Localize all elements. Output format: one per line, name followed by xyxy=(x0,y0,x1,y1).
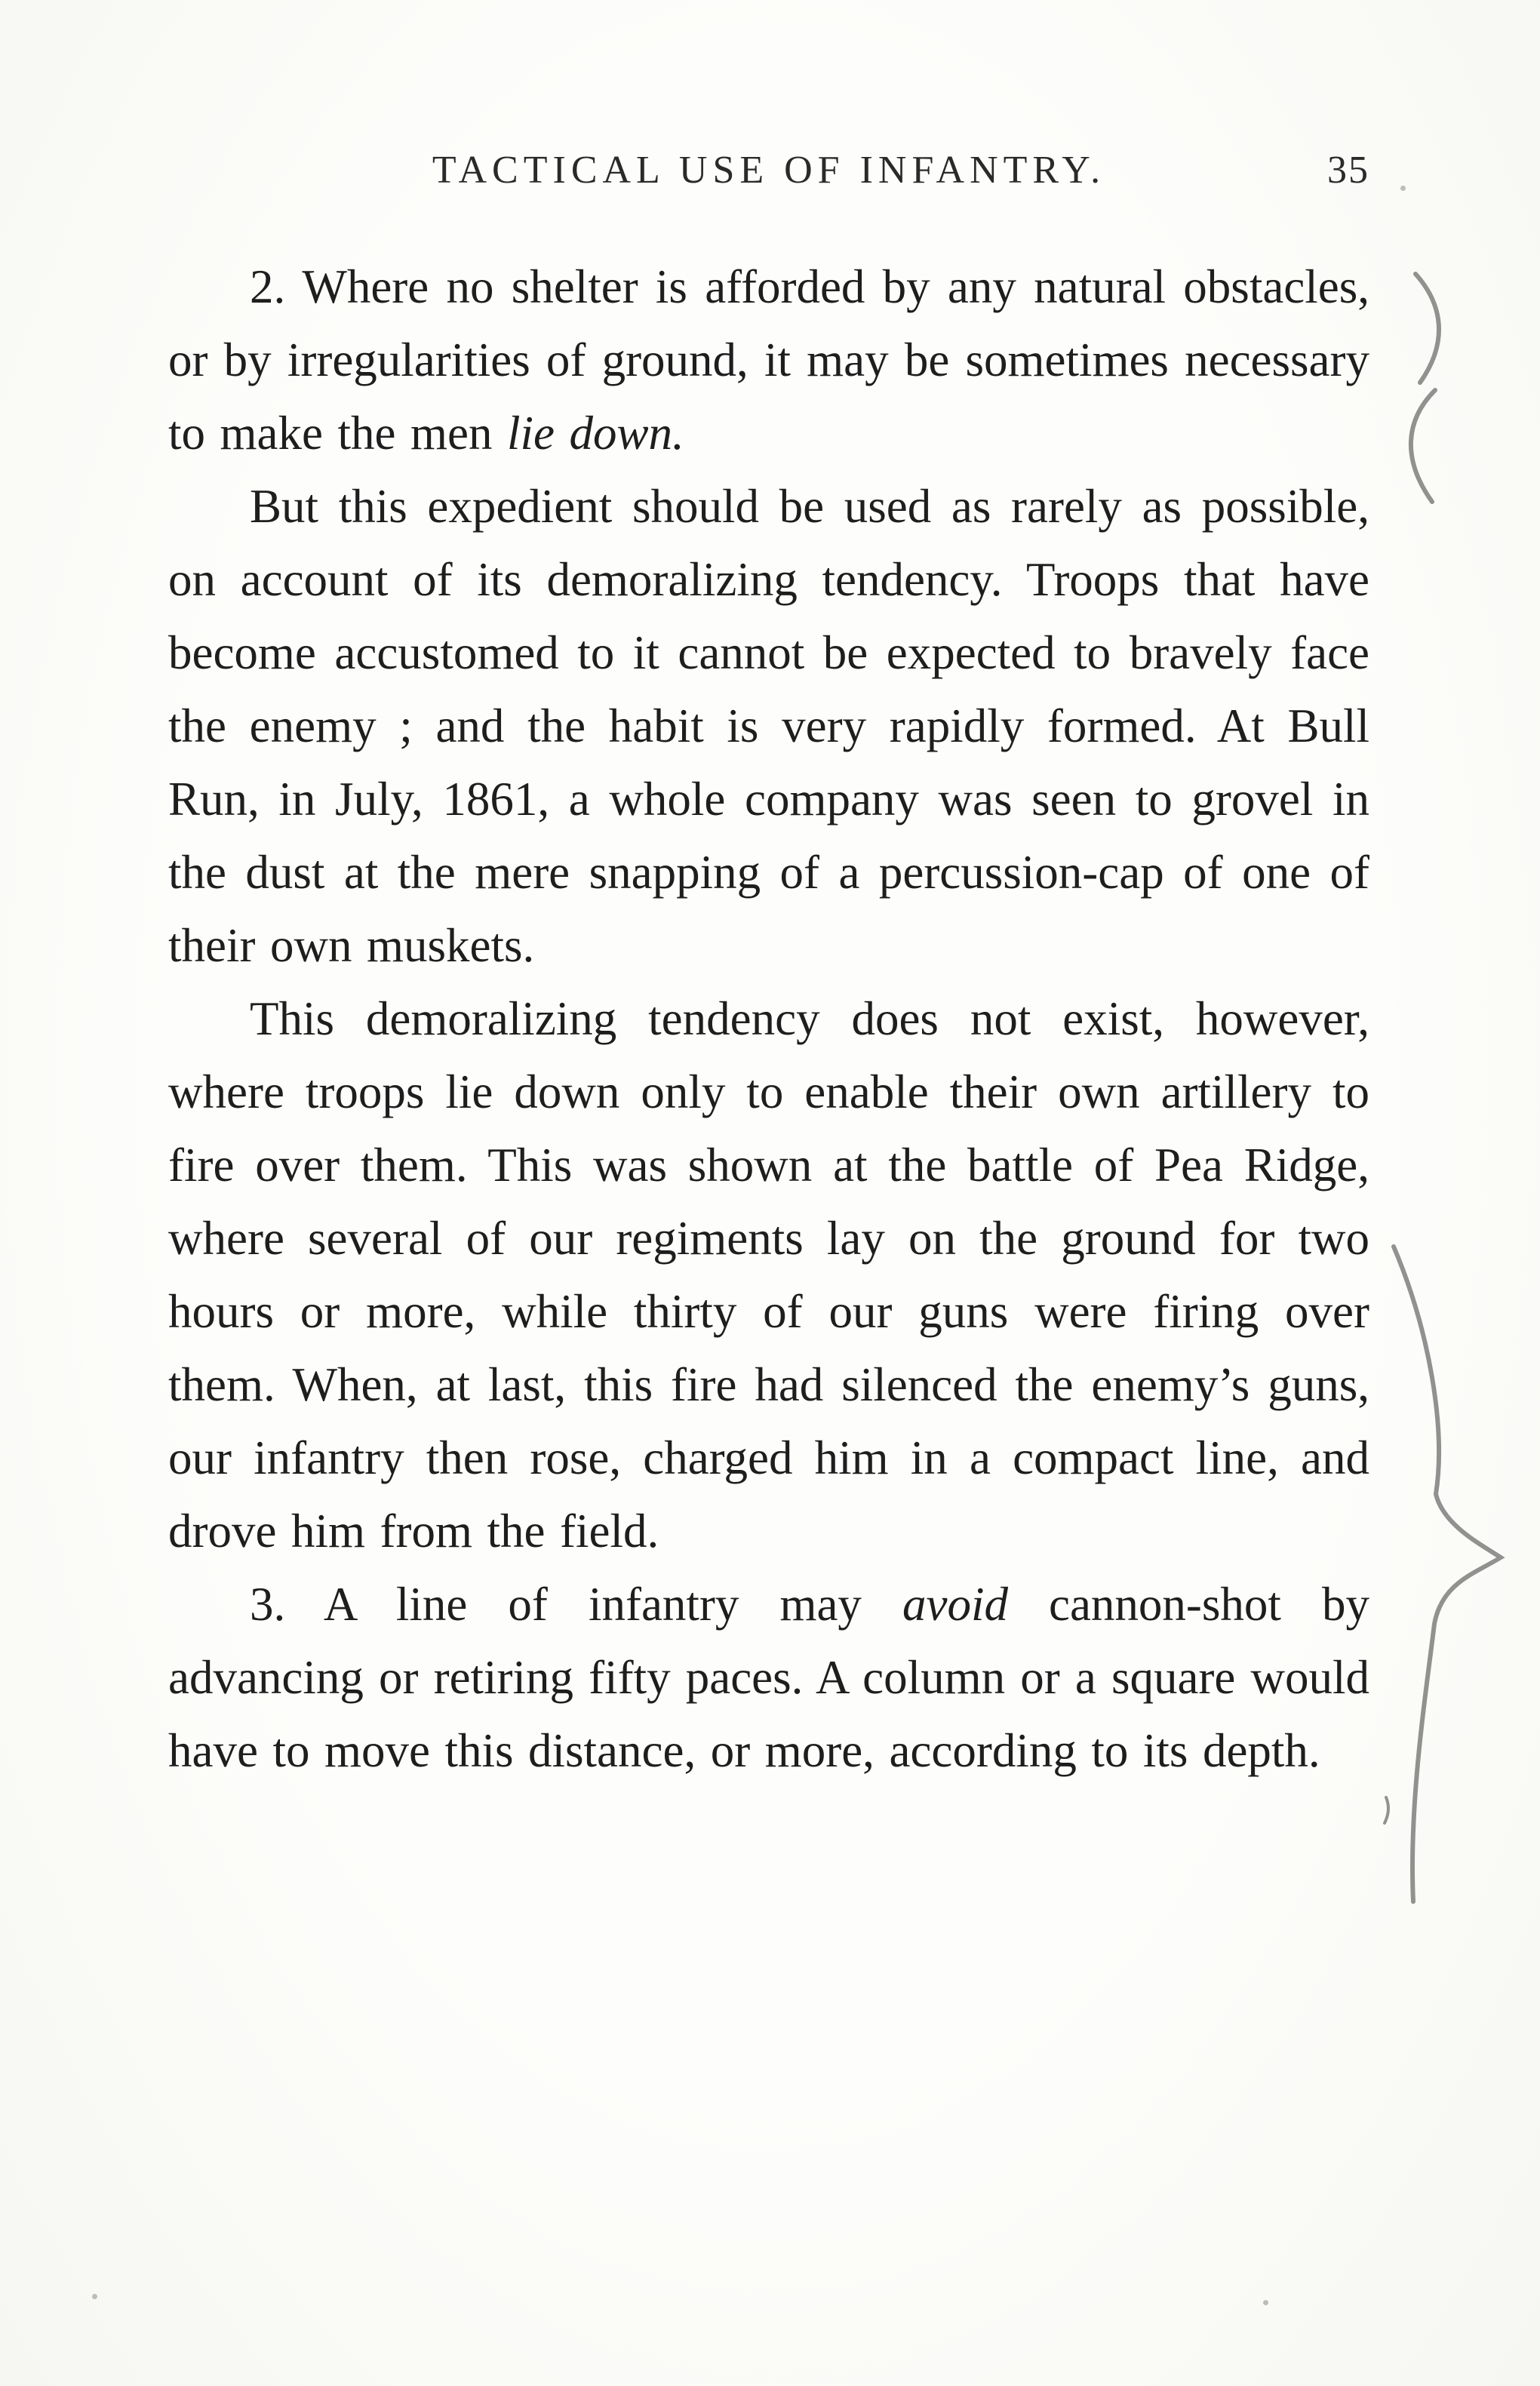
text-segment: 2. Where no shelter is afforded by any natural obstacles, or by irregularities of ground, it may be sometimes necessary to make the men xyxy=(168,260,1369,460)
paragraph-2-lie-down xyxy=(168,251,1369,470)
text-segment: cannon-shot by advancing or retiring fifty paces. A column or a square would have to move this distance, or more, according to its depth. xyxy=(168,1578,1369,1777)
paragraph-3-avoid xyxy=(168,1568,1369,1788)
pencil-brace-third-paragraph-mark xyxy=(1369,1238,1540,1917)
scan-speck xyxy=(92,2294,97,2299)
running-title: TACTICAL USE OF INFANTRY. xyxy=(432,149,1106,192)
text-segment: This demoralizing tendency does not exist, however, where troops lie down only to enable their own artillery to fire over them. This was shown at the battle of Pea Ridge, where several of our regiments lay on the ground for two hours or more, while thirty of our guns were firing over them. When, at last, this fire had silenced the enemy’s guns, our infantry then rose, charged him in a compact line, and drove him from the field. xyxy=(168,992,1369,1557)
scan-speck xyxy=(1400,186,1406,191)
text-segment-italic: lie down. xyxy=(506,407,684,460)
paragraph-pea-ridge xyxy=(168,982,1369,1568)
paragraph-expedient xyxy=(168,470,1369,982)
text-segment: 3. A line of infantry may xyxy=(250,1578,902,1631)
page-number: 35 xyxy=(1327,149,1369,192)
text-segment-italic: avoid xyxy=(902,1578,1008,1631)
text-segment: But this expedient should be used as rarely as possible, on account of its demoralizing tendency. Troops that have become accustomed to it cannot be expected to bravely face the enemy ; and the habit is very rapidly formed. At Bull Run, in July, 1861, a whole company was seen to grovel in the dust at the mere snapping of a percussion-cap of one of their own muskets. xyxy=(168,480,1369,972)
page-header xyxy=(168,148,1369,192)
pencil-bracket-first-paragraph-mark xyxy=(1394,268,1500,509)
scan-speck xyxy=(1263,2300,1268,2305)
body-text xyxy=(168,251,1369,1788)
